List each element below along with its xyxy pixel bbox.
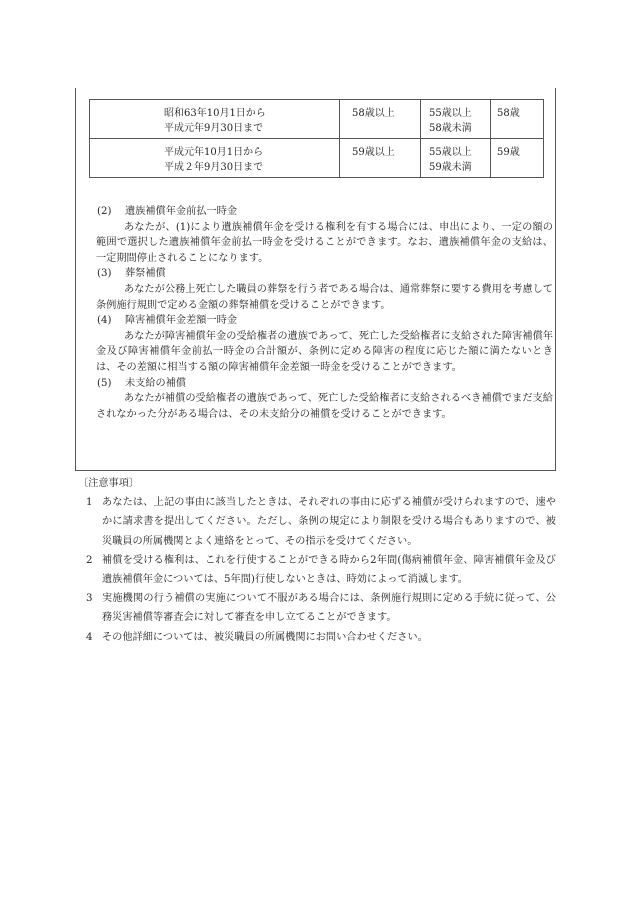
period-end: 平成２年9月30日まで xyxy=(164,162,264,173)
age-value-cell: 58歳 xyxy=(491,100,544,139)
table-row xyxy=(90,139,544,178)
age-range-to: 58歳未満 xyxy=(429,123,472,134)
section-funeral xyxy=(90,266,553,313)
age-range-to: 59歳未満 xyxy=(429,162,472,173)
benefit-sections xyxy=(90,204,553,422)
note-item xyxy=(86,493,556,551)
section-unpaid xyxy=(90,376,553,423)
age-range-cell xyxy=(421,100,491,139)
section-body: あなたが公務上死亡した職員の葬祭を行う者である場合は、通常葬祭に要する費用を考慮して条例施行規則で定める金額の葬祭補償を受けることができます。 xyxy=(96,283,553,311)
section-number: (5) xyxy=(97,377,112,389)
section-body: あなたが、(1)により遺族補償年金を受ける権利を有する場合には、申出により、一定の額の範囲で選択した遺族補償年金前払一時金を受けることができます。なお、遺族補償年金の支給は、一定期間停止されることになります。 xyxy=(96,221,553,264)
section-lump-sum xyxy=(90,204,553,266)
period-cell xyxy=(90,139,340,178)
section-number: (4) xyxy=(97,315,112,327)
note-number: 3 xyxy=(86,593,93,605)
note-item xyxy=(86,589,556,627)
notes-title: 〔注意事項〕 xyxy=(78,478,140,489)
section-title: 未支給の補償 xyxy=(125,377,187,389)
age-value-cell: 59歳 xyxy=(491,139,544,178)
period-cell xyxy=(90,100,340,139)
age-range-from: 55歳以上 xyxy=(429,108,472,119)
note-item xyxy=(86,551,556,589)
section-disability-difference xyxy=(90,313,553,375)
age-cell: 59歳以上 xyxy=(340,139,421,178)
section-body: あなたが補償の受給権者の遺族であって、死亡した受給権者に支給されるべき補償でまだ支給されなかった分がある場合は、その未支給分の補償を受けることができます。 xyxy=(96,393,553,420)
note-item xyxy=(86,628,556,647)
age-cell: 58歳以上 xyxy=(340,100,421,139)
section-title: 障害補償年金差額一時金 xyxy=(125,315,238,327)
period-start: 平成元年10月1日から xyxy=(164,147,264,158)
note-text: その他詳細については、被災職員の所属機関にお問い合わせください。 xyxy=(102,631,428,643)
section-title: 遺族補償年金前払一時金 xyxy=(125,206,238,217)
note-number: 1 xyxy=(86,497,93,509)
note-text: 補償を受ける権利は、これを行使することができる時から2年間(傷病補償年金、障害補償年金及び遺族補償年金については、5年間)行使しないときは、時効によって消滅します。 xyxy=(102,554,556,586)
note-text: あなたは、上記の事由に該当したときは、それぞれの事由に応ずる補償が受けられますので、速やかに請求書を提出してください。ただし、条例の規定により制限を受ける場合もありますので、被災職員の所属機関とよく連絡をとって、その指示を受けてください。 xyxy=(102,497,556,547)
section-heading xyxy=(90,204,553,220)
section-body: あなたが障害補償年金の受給権者の遺族であって、死亡した受給権者に支給された障害補償年金及び障害補償年金前払一時金の合計額が、条例に定める障害の程度に応じた額に満たないときは、その差額に相当する額の障害補償年金差額一時金を受けることができます。 xyxy=(96,330,553,373)
section-number: (2) xyxy=(97,206,112,217)
period-start: 昭和63年10月1日から xyxy=(164,108,266,119)
section-heading xyxy=(90,313,553,329)
note-text: 実施機関の行う補償の実施について不服がある場合には、条例施行規則に定める手続に従って、公務災害補償等審査会に対して審査を申し立てることができます。 xyxy=(102,593,556,624)
age-table xyxy=(89,99,544,178)
age-range-cell xyxy=(421,139,491,178)
section-heading xyxy=(90,376,553,392)
content-frame xyxy=(75,88,556,471)
period-end: 平成元年9月30日まで xyxy=(164,123,264,134)
note-number: 2 xyxy=(86,554,93,566)
age-range-from: 55歳以上 xyxy=(429,147,472,158)
table-row xyxy=(90,100,544,139)
section-number: (3) xyxy=(97,268,112,280)
note-number: 4 xyxy=(86,631,93,643)
section-heading xyxy=(90,266,553,282)
section-title: 葬祭補償 xyxy=(125,268,166,280)
notes-section xyxy=(78,474,556,647)
